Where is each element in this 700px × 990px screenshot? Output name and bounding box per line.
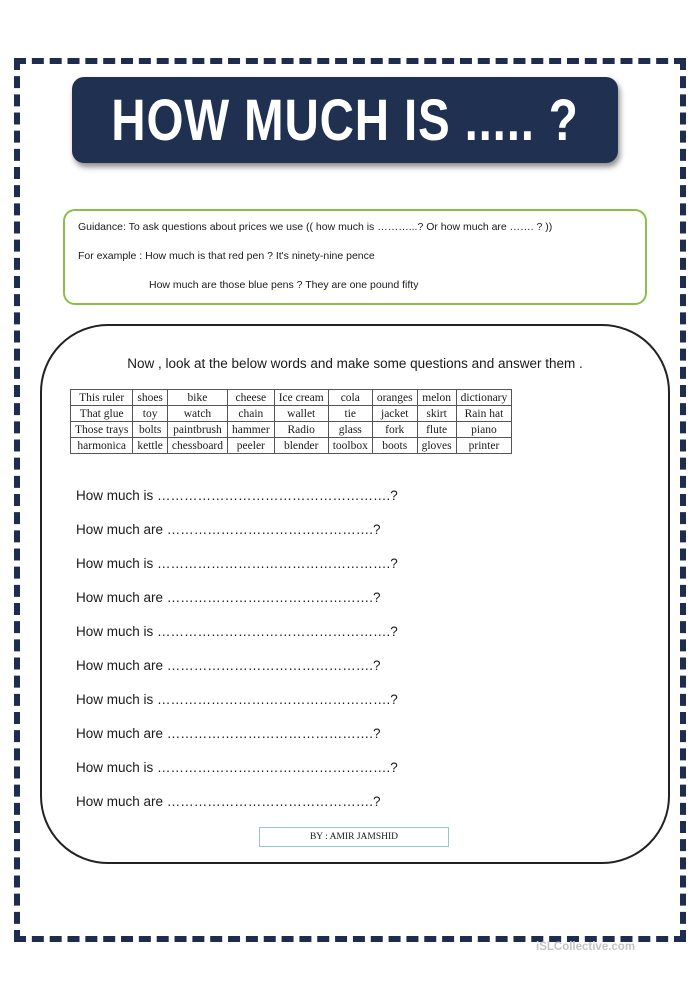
word-cell: bolts	[133, 422, 168, 438]
word-cell: wallet	[274, 406, 328, 422]
word-cell: Those trays	[71, 422, 133, 438]
word-cell: gloves	[417, 438, 456, 454]
question-line: How much are ……………………………………….?	[76, 726, 381, 741]
word-cell: fork	[372, 422, 417, 438]
word-table	[70, 389, 512, 454]
watermark: iSLCollective.com	[536, 941, 636, 953]
word-cell: kettle	[133, 438, 168, 454]
word-table-row	[71, 422, 512, 438]
author-byline	[259, 827, 449, 847]
word-cell: This ruler	[71, 390, 133, 406]
word-table-row	[71, 438, 512, 454]
word-cell: Radio	[274, 422, 328, 438]
word-cell: harmonica	[71, 438, 133, 454]
question-line: How much are ……………………………………….?	[76, 658, 381, 673]
word-cell: flute	[417, 422, 456, 438]
word-cell: watch	[167, 406, 227, 422]
instruction-text: Now , look at the below words and make some questions and answer them .	[127, 356, 583, 371]
word-cell: That glue	[71, 406, 133, 422]
word-cell: hammer	[228, 422, 275, 438]
question-line: How much are ……………………………………….?	[76, 794, 381, 809]
question-line: How much are ……………………………………….?	[76, 522, 381, 537]
word-cell: toy	[133, 406, 168, 422]
word-cell: printer	[456, 438, 512, 454]
question-line: How much is …………………………………………….?	[76, 488, 398, 503]
word-cell: dictionary	[456, 390, 512, 406]
question-line: How much are ……………………………………….?	[76, 590, 381, 605]
word-cell: piano	[456, 422, 512, 438]
word-cell: paintbrush	[167, 422, 227, 438]
example-text: For example : How much is that red pen ? It's ninety-nine pence	[78, 250, 375, 262]
question-line: How much is …………………………………………….?	[76, 556, 398, 571]
guidance-text: Guidance: To ask questions about prices we use (( how much is ………...? Or how much are ……. ? ))	[78, 221, 553, 233]
example-text-2: How much are those blue pens ? They are one pound fifty	[149, 279, 419, 291]
word-cell: Ice cream	[274, 390, 328, 406]
title-banner	[72, 77, 618, 163]
word-cell: boots	[372, 438, 417, 454]
word-cell: cheese	[228, 390, 275, 406]
word-cell: chessboard	[167, 438, 227, 454]
guidance-box	[63, 209, 647, 305]
author-byline-text: BY : AMIR JAMSHID	[309, 832, 399, 842]
word-cell: glass	[328, 422, 372, 438]
word-cell: shoes	[133, 390, 168, 406]
word-cell: jacket	[372, 406, 417, 422]
word-cell: peeler	[228, 438, 275, 454]
word-table-row	[71, 406, 512, 422]
word-cell: bike	[167, 390, 227, 406]
word-table-row	[71, 390, 512, 406]
worksheet-title: HOW MUCH IS ..... ?	[111, 87, 579, 153]
word-cell: oranges	[372, 390, 417, 406]
word-cell: tie	[328, 406, 372, 422]
word-cell: toolbox	[328, 438, 372, 454]
question-line: How much is …………………………………………….?	[76, 624, 398, 639]
word-cell: blender	[274, 438, 328, 454]
word-cell: skirt	[417, 406, 456, 422]
question-line: How much is …………………………………………….?	[76, 692, 398, 707]
word-cell: Rain hat	[456, 406, 512, 422]
question-line: How much is …………………………………………….?	[76, 760, 398, 775]
word-cell: melon	[417, 390, 456, 406]
word-cell: cola	[328, 390, 372, 406]
word-cell: chain	[228, 406, 275, 422]
